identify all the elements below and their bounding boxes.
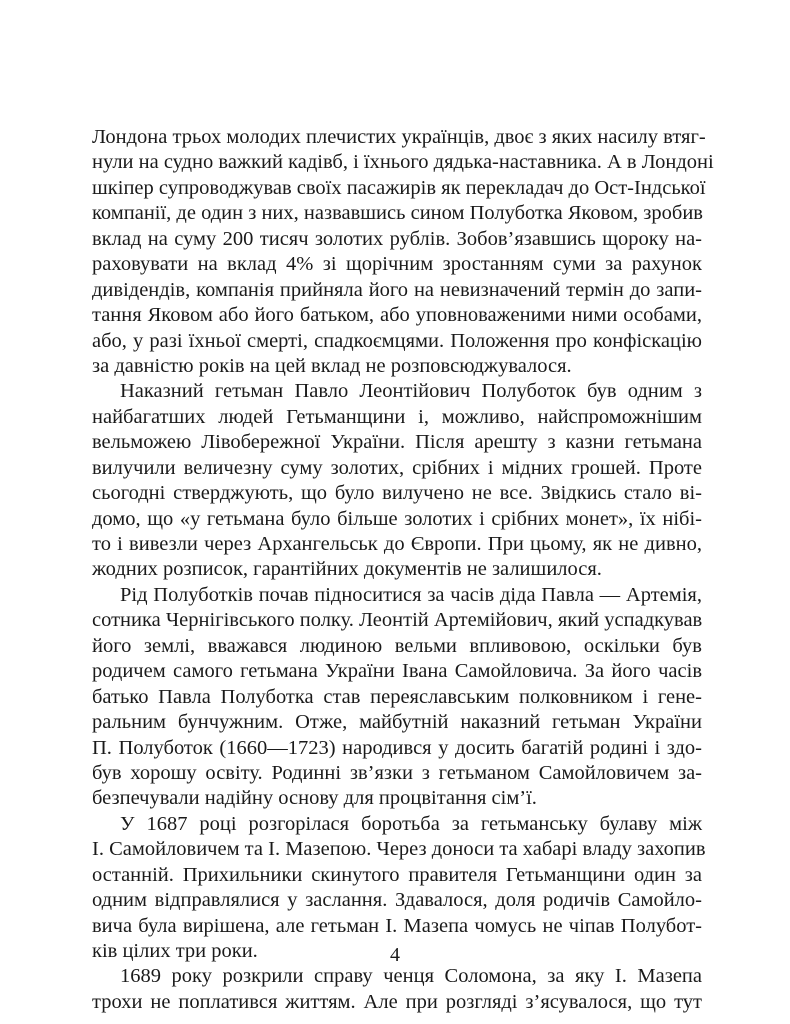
- text-line: сотника Чернігівського полку. Леонтій Артемійович, який успадкував: [92, 609, 703, 632]
- text-line: Лондона трьох молодих плечистих українців, двоє з яких насилу втяг-: [92, 126, 706, 148]
- paragraph: [92, 125, 714, 379]
- paragraph: [92, 379, 702, 583]
- text-line: 1689 року розкрили справу ченця Соломона, за яку І. Мазепа: [120, 965, 702, 988]
- text-line: сьогодні стверджують, що було вилучено не все. Звідкись стало ві-: [92, 482, 702, 505]
- text-line: його землі, вважався людиною вельми впливовою, оскільки був: [92, 634, 702, 657]
- text-line: тання Яковом або його батьком, або уповноваженими ними особами,: [92, 304, 702, 327]
- body-text: [92, 125, 714, 1015]
- text-line: найбагатших людей Гетьманщини і, можливо, найспроможнішим: [92, 405, 702, 428]
- text-line: вельможею Лівобережної України. Після арешту з казни гетьмана: [92, 431, 702, 454]
- text-line: раховувати на вклад 4% зі щорічним зростанням суми за рахунок: [92, 253, 702, 276]
- paragraph: [92, 964, 702, 1015]
- text-line: то і вивезли через Архангельськ до Європи. При цьому, як не дивно,: [92, 533, 702, 555]
- text-line: ків цілих три роки.: [92, 940, 258, 962]
- text-line: вклад на суму 200 тисяч золотих рублів. Зобов’язавшись щороку на-: [92, 227, 702, 250]
- text-line: або, у разі їхньої смерті, спадкоємцями. Положення про конфіскацію: [92, 329, 702, 352]
- text-line: вилучили величезну суму золотих, срібних і мідних грошей. Проте: [92, 456, 702, 479]
- text-line: домо, що «у гетьмана було більше золотих і срібних монет», їх нібі-: [92, 507, 702, 530]
- paragraph: [92, 583, 702, 812]
- text-line: П. Полуботок (1660—1723) народився у досить багатій родині і здо-: [92, 736, 702, 759]
- text-line: вича була вирішена, але гетьман І. Мазепа чомусь не чіпав Полубот-: [92, 914, 702, 937]
- text-line: був хорошу освіту. Родинні зв’язки з гетьманом Самойловичем за-: [92, 761, 702, 784]
- text-line: останній. Прихильники скинутого правителя Гетьманщини один за: [92, 863, 702, 886]
- text-line: У 1687 році розгорілася боротьба за гетьманську булаву між: [120, 812, 702, 835]
- text-line: шкіпер супроводжував своїх пасажирів як перекладач до Ост-Індської: [92, 176, 706, 199]
- text-line: нули на судно важкий кадівб, і їхнього дядька-наставника. А в Лондоні: [92, 151, 714, 174]
- text-line: ральним бунчужним. Отже, майбутній наказний гетьман України: [92, 711, 702, 734]
- text-line: трохи не поплатився життям. Але при розгляді з’ясувалося, що тут: [92, 990, 702, 1013]
- text-line: батько Павла Полуботка став переяславським полковником і гене-: [92, 685, 702, 708]
- text-line: Рід Полуботків почав підноситися за часів діда Павла — Артемія,: [120, 583, 702, 606]
- text-line: І. Самойловичем та І. Мазепою. Через доноси та хабарі владу захопив: [92, 838, 706, 861]
- text-line: Наказний гетьман Павло Леонтійович Полуботок був одним з: [120, 380, 702, 403]
- text-line: одним відправлялися у заслання. Здавалося, доля родичів Самойло-: [92, 889, 702, 912]
- text-line: компанії, де один з них, назвавшись сином Полуботка Яковом, зробив: [92, 202, 703, 225]
- text-line: жодних розписок, гарантійних документів не залишилося.: [92, 558, 602, 581]
- text-line: безпечували надійну основу для процвітання сім’ї.: [92, 787, 537, 810]
- text-line: дивідендів, компанія прийняла його на невизначений термін до запи-: [92, 278, 702, 301]
- paragraph: [92, 812, 706, 965]
- text-line: родичем самого гетьмана України Івана Самойловича. За його часів: [92, 660, 702, 683]
- page-number: 4: [390, 944, 400, 966]
- text-line: за давністю років на цей вклад не розповсюджувалося.: [92, 354, 572, 377]
